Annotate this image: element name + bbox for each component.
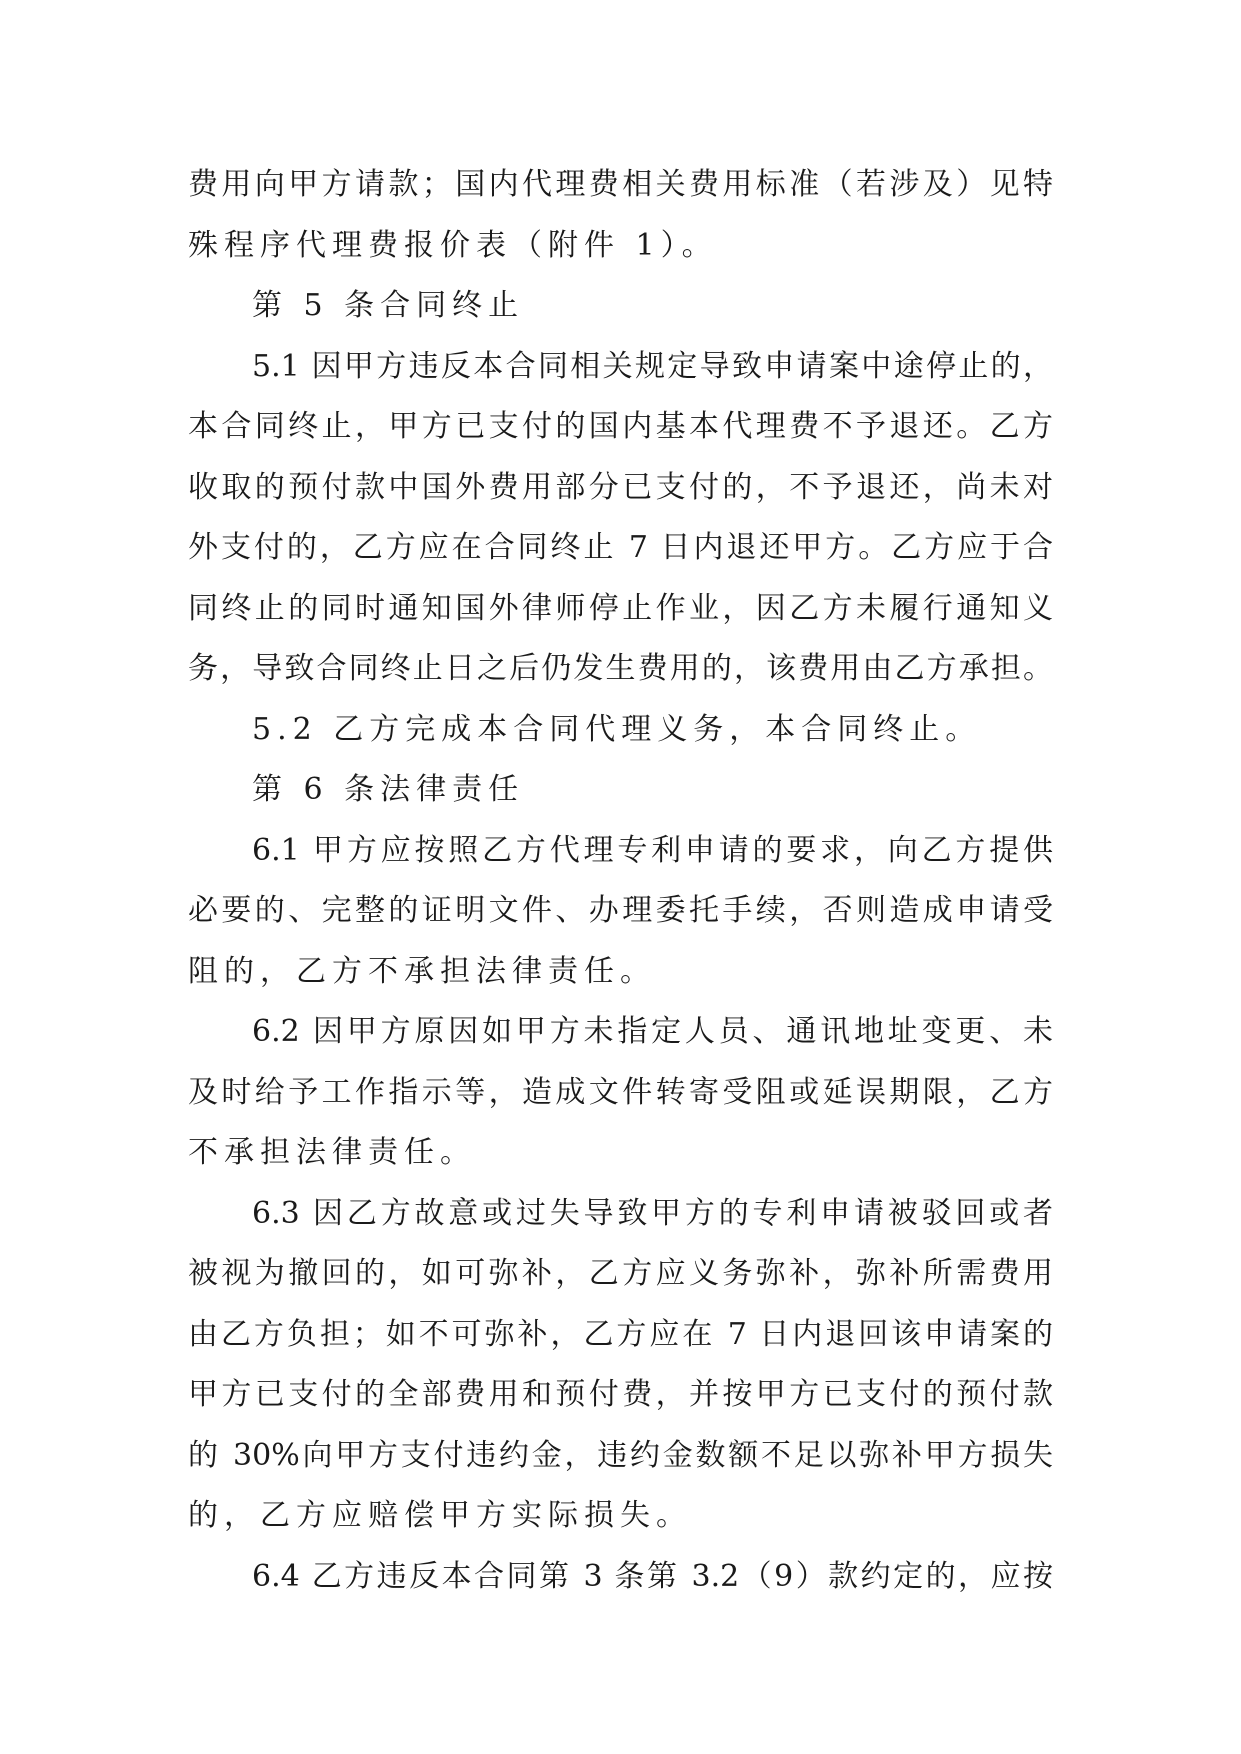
text-line: 同终止的同时通知国外律师停止作业，因乙方未履行通知义	[188, 590, 1053, 626]
text-line: 的 30%向甲方支付违约金，违约金数额不足以弥补甲方损失	[188, 1437, 1053, 1473]
text-line: 6.1 甲方应按照乙方代理专利申请的要求，向乙方提供	[252, 832, 1053, 868]
section-heading: 第 5 条合同终止	[252, 288, 525, 323]
text-line: 5.1 因甲方违反本合同相关规定导致申请案中途停止的，	[252, 348, 1053, 384]
text-line: 及时给予工作指示等，造成文件转寄受阻或延误期限，乙方	[188, 1074, 1053, 1110]
text-line: 6.3 因乙方故意或过失导致甲方的专利申请被驳回或者	[252, 1195, 1053, 1231]
text-line: 的，乙方应赔偿甲方实际损失。	[188, 1498, 692, 1533]
text-line: 6.4 乙方违反本合同第 3 条第 3.2（9）款约定的，应按	[252, 1558, 1053, 1594]
text-line: 本合同终止，甲方已支付的国内基本代理费不予退还。乙方	[188, 409, 1053, 444]
text-line: 阻的，乙方不承担法律责任。	[188, 953, 656, 989]
text-line: 不承担法律责任。	[188, 1135, 476, 1170]
text-line: 5.2 乙方完成本合同代理义务，本合同终止。	[252, 711, 982, 747]
text-line: 务，导致合同终止日之后仍发生费用的，该费用由乙方承担。	[188, 651, 1053, 686]
document-body	[188, 155, 1053, 1607]
text-line: 费用向甲方请款；国内代理费相关费用标准（若涉及）见特	[188, 167, 1053, 202]
text-line: 由乙方负担；如不可弥补，乙方应在 7 日内退回该申请案的	[188, 1316, 1053, 1352]
section-heading: 第 6 条法律责任	[252, 772, 525, 807]
text-line: 殊程序代理费报价表（附件 1）。	[188, 227, 718, 263]
text-line: 必要的、完整的证明文件、办理委托手续，否则造成申请受	[188, 893, 1053, 928]
text-line: 被视为撤回的，如可弥补，乙方应义务弥补，弥补所需费用	[188, 1256, 1053, 1291]
text-line: 6.2 因甲方原因如甲方未指定人员、通讯地址变更、未	[252, 1014, 1053, 1049]
text-line: 外支付的，乙方应在合同终止 7 日内退还甲方。乙方应于合	[188, 530, 1053, 565]
text-line: 收取的预付款中国外费用部分已支付的，不予退还，尚未对	[188, 469, 1053, 505]
text-line: 甲方已支付的全部费用和预付费，并按甲方已支付的预付款	[188, 1377, 1053, 1412]
